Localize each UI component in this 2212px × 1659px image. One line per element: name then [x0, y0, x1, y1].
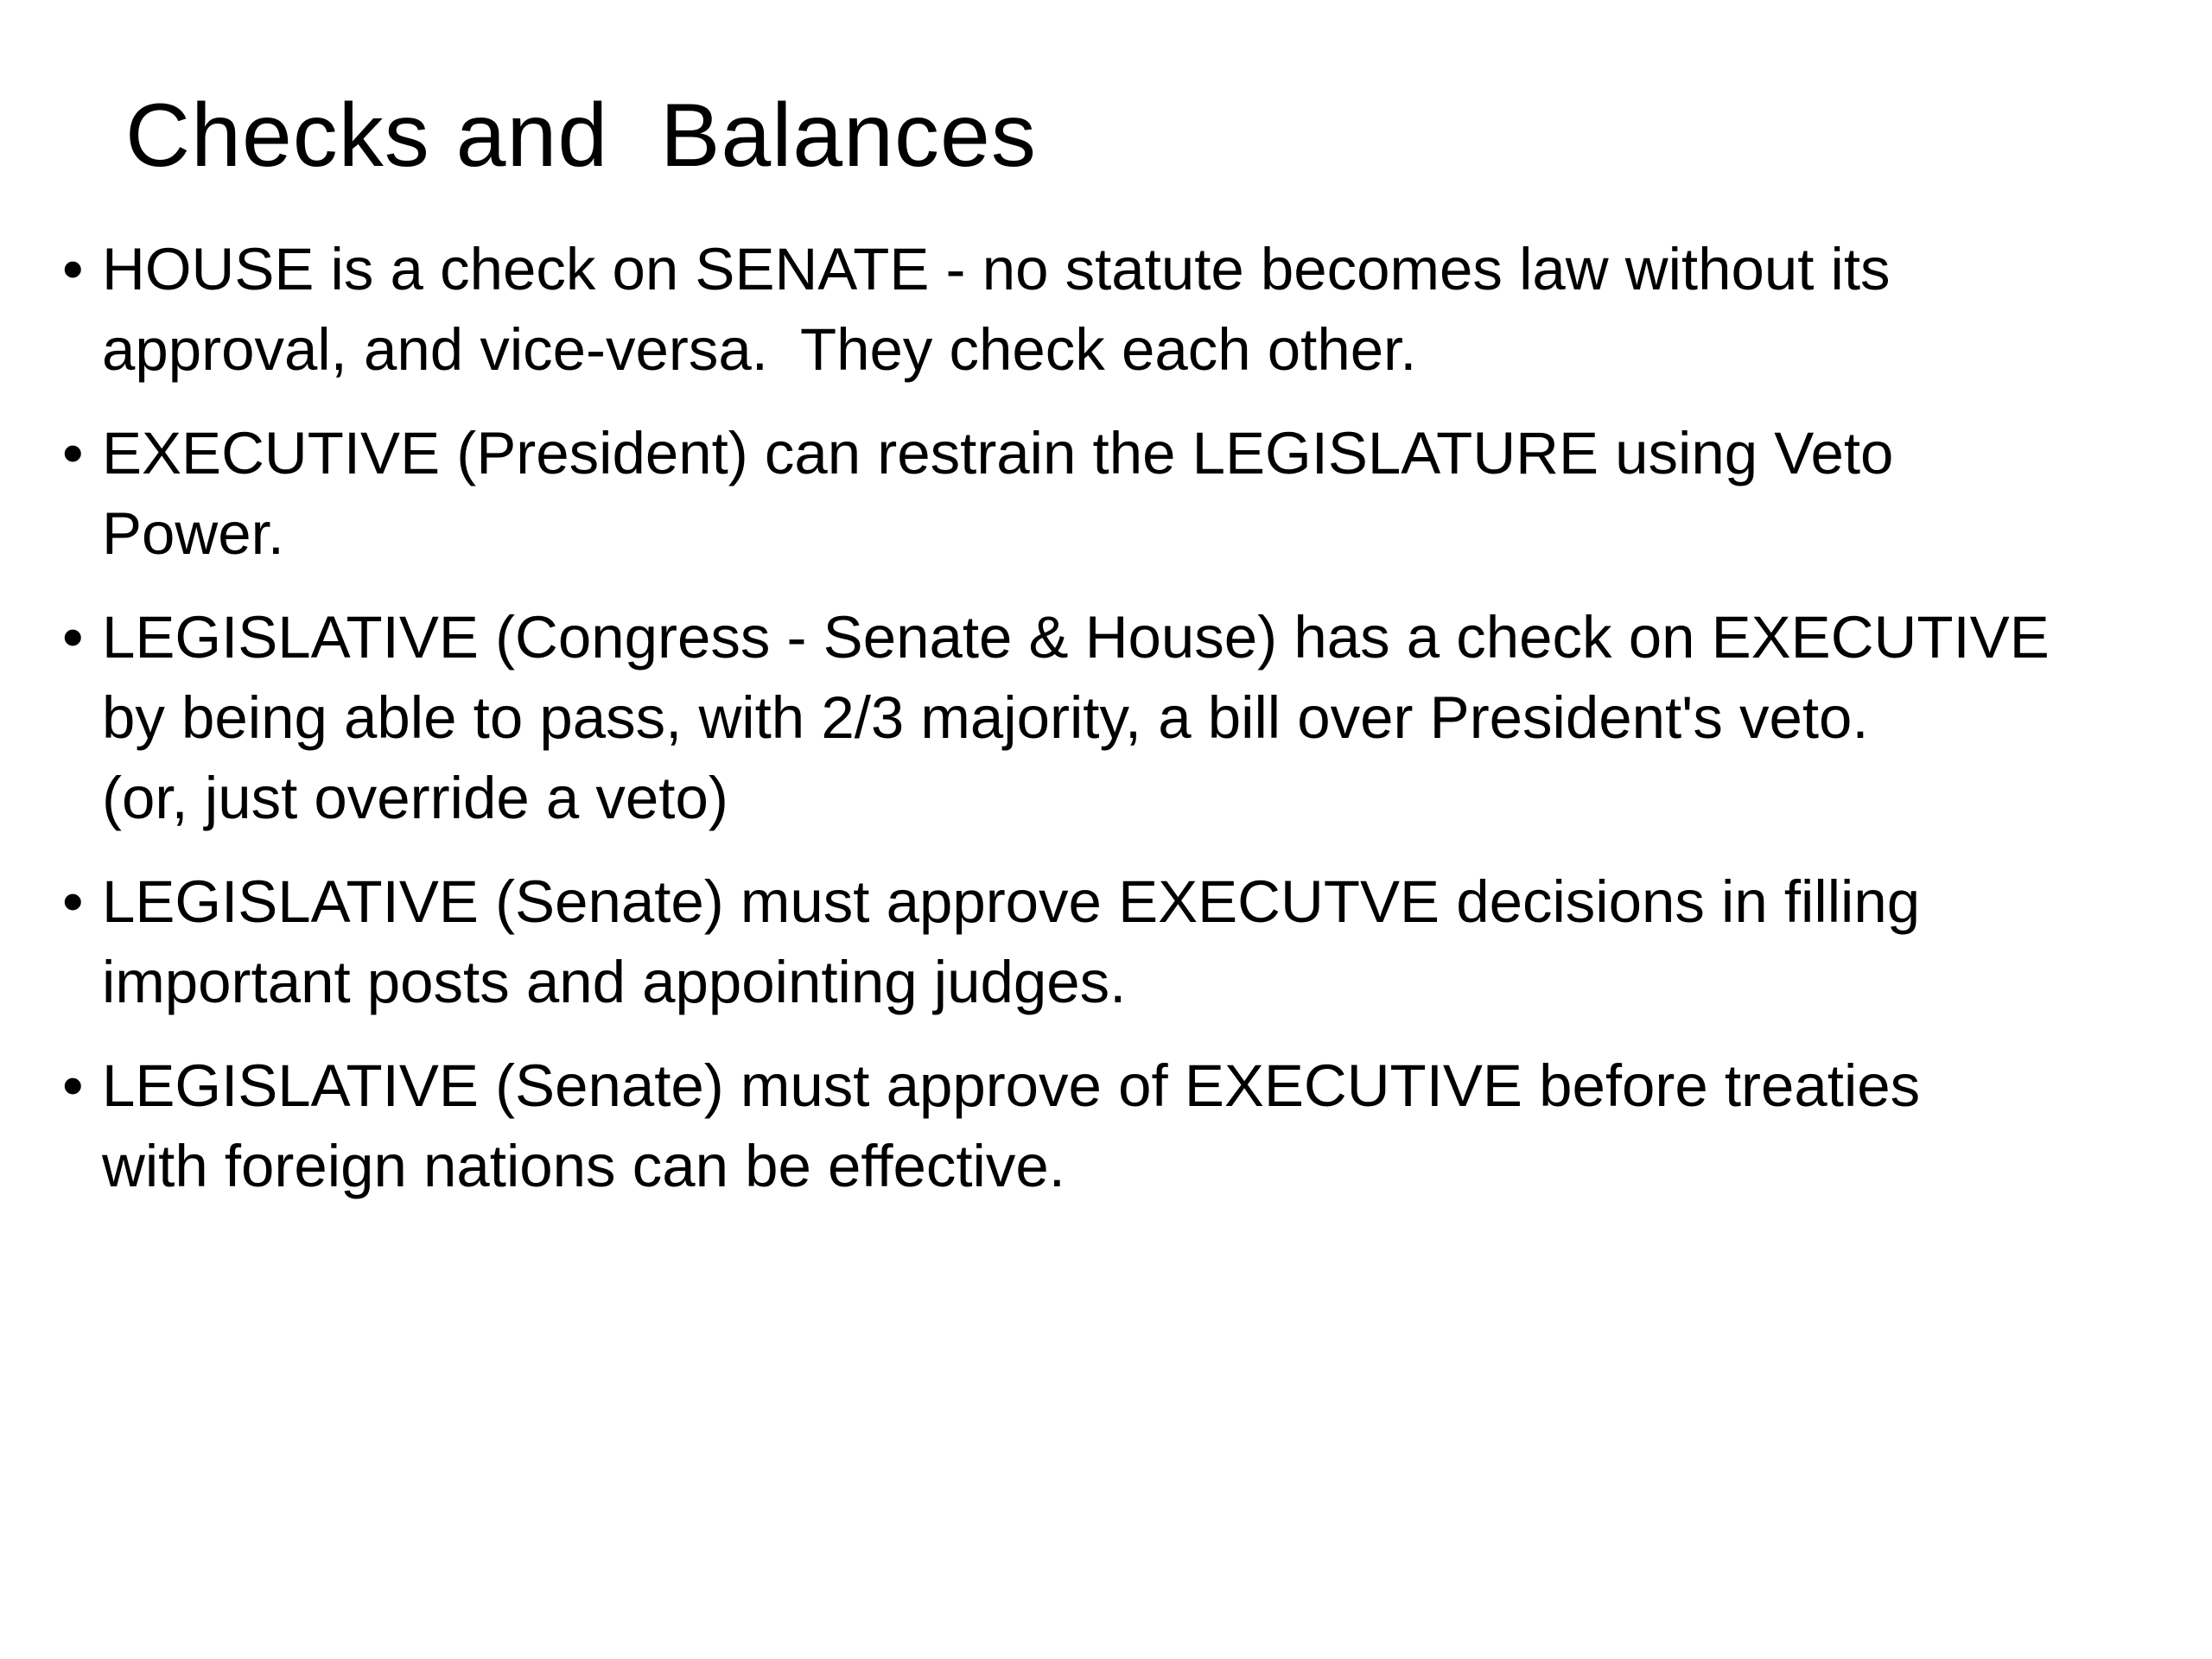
bullet-icon: •	[62, 1052, 84, 1119]
bullet-text: LEGISLATIVE (Senate) must approve EXECUTVE decisions in filling important posts and appointing judges.	[102, 868, 1921, 1015]
bullet-text: EXECUTIVE (President) can restrain the LEGISLATURE using Veto Power.	[102, 420, 1894, 567]
bullet-text: LEGISLATIVE (Senate) must approve of EXECUTIVE before treaties with foreign nations can be effective.	[102, 1052, 1921, 1199]
bullet-item	[59, 1046, 2176, 1206]
bullet-item	[59, 861, 2176, 1022]
bullet-list	[59, 229, 2176, 1230]
bullet-item	[59, 413, 2176, 574]
bullet-text: HOUSE is a check on SENATE - no statute becomes law without its approval, and vice-versa. They check each other.	[102, 236, 1891, 383]
bullet-icon: •	[62, 603, 84, 671]
bullet-item	[59, 229, 2176, 390]
bullet-item	[59, 597, 2176, 838]
bullet-icon: •	[62, 235, 84, 302]
bullet-text: LEGISLATIVE (Congress - Senate & House) has a check on EXECUTIVE by being able to pass, with 2/3 majority, a bill over President's veto. (or, just override a veto)	[102, 604, 2050, 831]
slide-title: Checks and Balances	[125, 86, 1037, 186]
bullet-icon: •	[62, 419, 84, 486]
bullet-icon: •	[62, 868, 84, 935]
